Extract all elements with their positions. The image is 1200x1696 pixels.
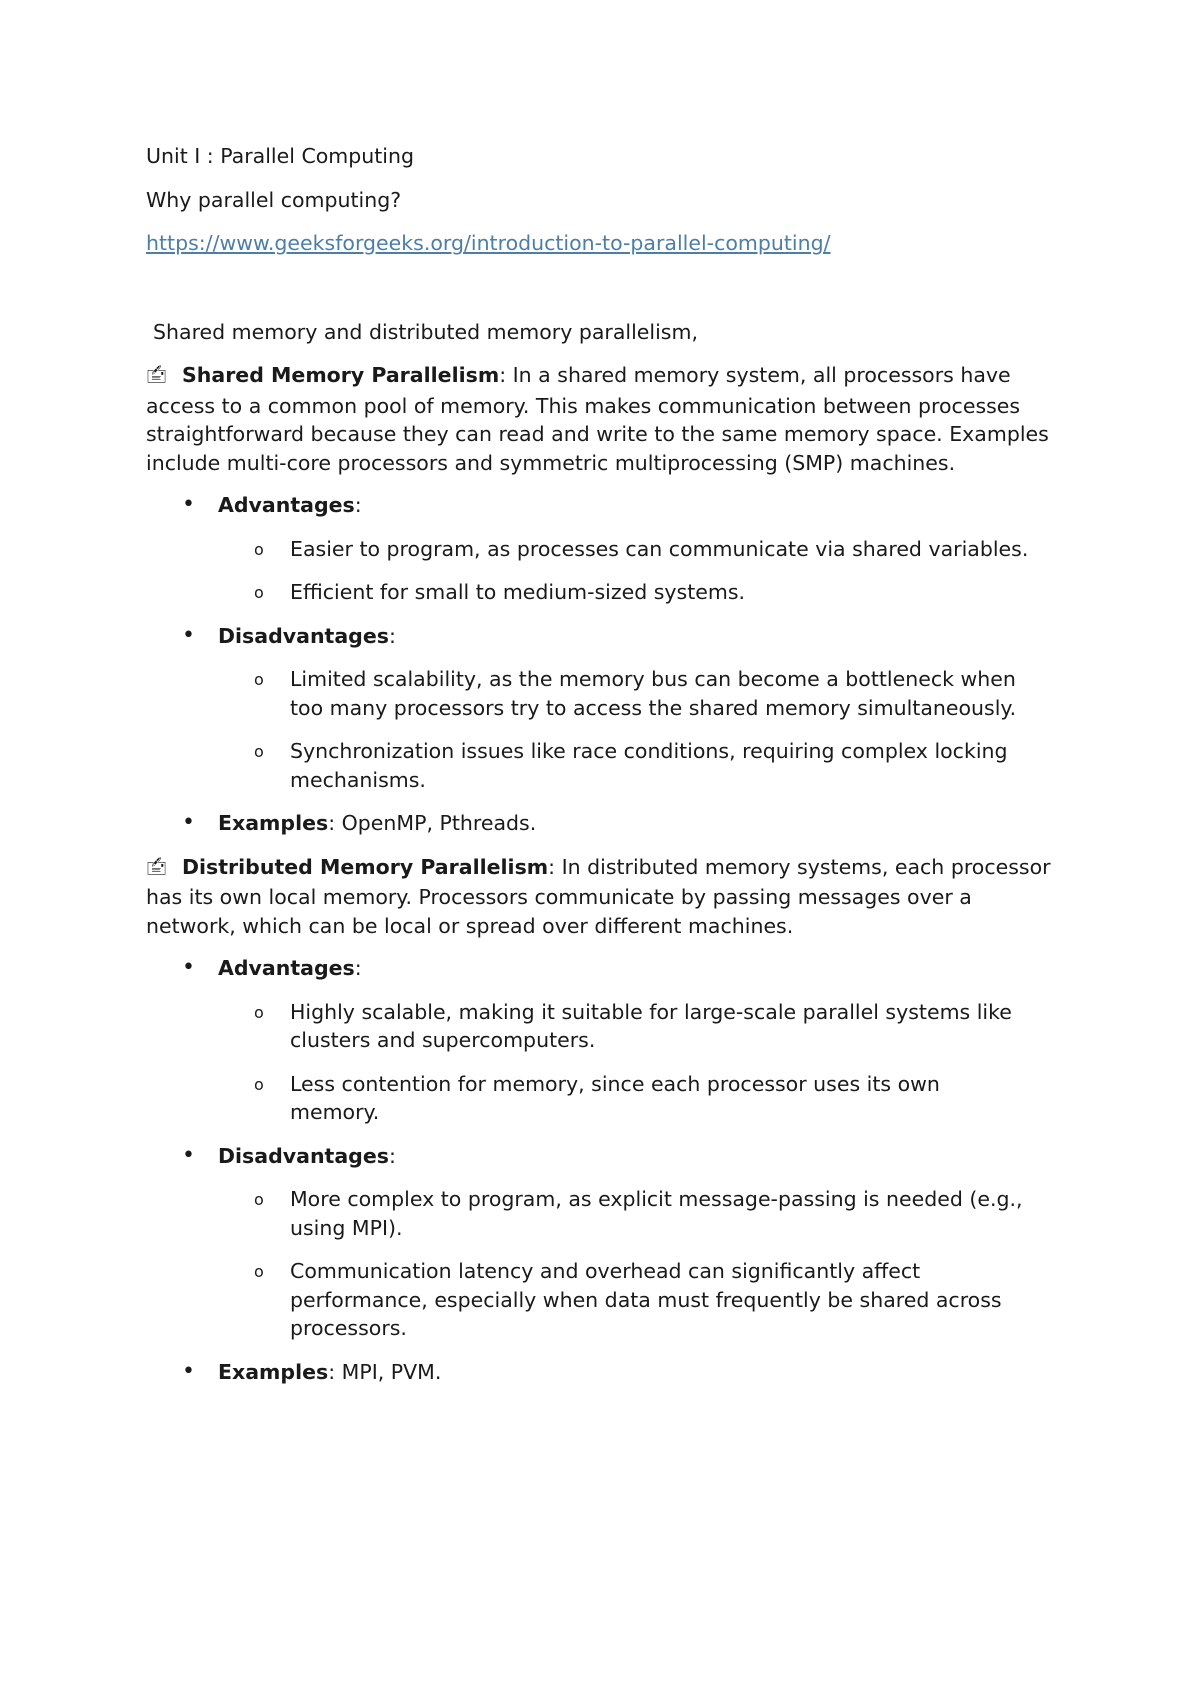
sub-item-text: Highly scalable, making it suitable for large-scale parallel systems like clusters and supercomputers.	[290, 999, 1012, 1052]
disadvantages-label: Disadvantages	[218, 1143, 389, 1168]
reference-link[interactable]: https://www.geeksforgeeks.org/introduction-to-parallel-computing/	[146, 231, 831, 255]
sub-list-item	[218, 535, 1030, 564]
list-item	[146, 1358, 1066, 1387]
sub-bullet-icon: o	[254, 539, 264, 559]
sub-bullet-icon: o	[254, 583, 264, 602]
bullet-icon: •	[182, 810, 195, 835]
examples-text: : OpenMP, Pthreads.	[328, 811, 537, 835]
bullet-icon: •	[182, 1358, 195, 1384]
shared-memory-heading: Shared Memory Parallelism	[182, 363, 500, 387]
examples-label: Examples	[218, 811, 329, 835]
shared-memory-list	[146, 491, 1066, 838]
disadvantages-label: Disadvantages	[218, 623, 389, 648]
advantages-label: Advantages	[218, 956, 355, 980]
shared-memory-body: : In a shared memory system, all processors have access to a common pool of memory. This makes communication between processes straightforward because they can read and write to the same memory space. Examples include multi-core processors and symmetric multiprocessing (SMP) machines.	[146, 363, 1049, 475]
distributed-memory-heading: Distributed Memory Parallelism	[182, 854, 549, 879]
question-heading: Why parallel computing?	[146, 187, 402, 212]
colon: :	[354, 956, 362, 980]
colon: :	[388, 623, 396, 648]
sub-bullet-icon: o	[254, 1262, 264, 1281]
section-intro: Shared memory and distributed memory parallelism,	[153, 319, 698, 344]
sub-item-text: More complex to program, as explicit message-passing is needed (e.g., using MPI).	[290, 1187, 1023, 1240]
sub-list	[218, 998, 1066, 1127]
sub-item-text: Efficient for small to medium-sized systems.	[290, 580, 746, 604]
bullet-icon: •	[182, 955, 195, 980]
shared-memory-paragraph	[146, 361, 1066, 477]
list-item	[146, 809, 1066, 838]
sub-list-item	[218, 665, 1030, 722]
bullet-icon: •	[182, 492, 195, 517]
sub-bullet-icon: o	[254, 742, 264, 761]
list-item	[146, 622, 1066, 795]
sub-list-item	[218, 1257, 1030, 1343]
sub-list	[218, 665, 1066, 794]
sub-list-item	[218, 578, 1030, 607]
sub-list-item	[218, 1070, 1030, 1127]
examples-text: : MPI, PVM.	[328, 1359, 442, 1384]
sub-list-item	[218, 998, 1030, 1055]
bullet-icon: •	[182, 622, 195, 648]
list-item	[146, 1142, 1066, 1343]
distributed-memory-body: : In distributed memory systems, each processor has its own local memory. Processors communicate by passing messages over a network, which can be local or spread over different machines.	[146, 854, 1051, 938]
bullet-icon: •	[182, 1142, 195, 1168]
sub-bullet-icon: o	[254, 1002, 264, 1022]
hand-write-icon: 🖆	[146, 857, 168, 879]
distributed-memory-list	[146, 954, 1066, 1386]
hand-write-icon: 🖆	[146, 366, 168, 387]
sub-list	[218, 535, 1066, 607]
sub-item-text: Less contention for memory, since each processor uses its own memory.	[290, 1071, 940, 1124]
distributed-memory-paragraph	[146, 853, 1066, 941]
sub-item-text: Synchronization issues like race conditions, requiring complex locking mechanisms.	[290, 739, 1008, 792]
list-item	[146, 954, 1066, 1127]
document-title: Unit I : Parallel Computing	[146, 144, 415, 168]
colon: :	[354, 493, 362, 517]
sub-list-item	[218, 1185, 1030, 1242]
sub-item-text: Easier to program, as processes can communicate via shared variables.	[290, 536, 1029, 561]
sub-list-item	[218, 737, 1030, 794]
advantages-label: Advantages	[218, 493, 355, 517]
document-page	[146, 142, 1066, 1401]
sub-item-text: Limited scalability, as the memory bus can become a bottleneck when too many processors try to access the shared memory simultaneously.	[290, 667, 1017, 720]
sub-bullet-icon: o	[254, 1074, 264, 1094]
sub-list	[218, 1185, 1066, 1343]
sub-item-text: Communication latency and overhead can significantly affect performance, especially when data must frequently be shared across processors.	[290, 1259, 1002, 1340]
list-item	[146, 491, 1066, 607]
sub-bullet-icon: o	[254, 670, 264, 689]
examples-label: Examples	[218, 1359, 329, 1384]
colon: :	[388, 1143, 396, 1168]
sub-bullet-icon: o	[254, 1190, 264, 1209]
